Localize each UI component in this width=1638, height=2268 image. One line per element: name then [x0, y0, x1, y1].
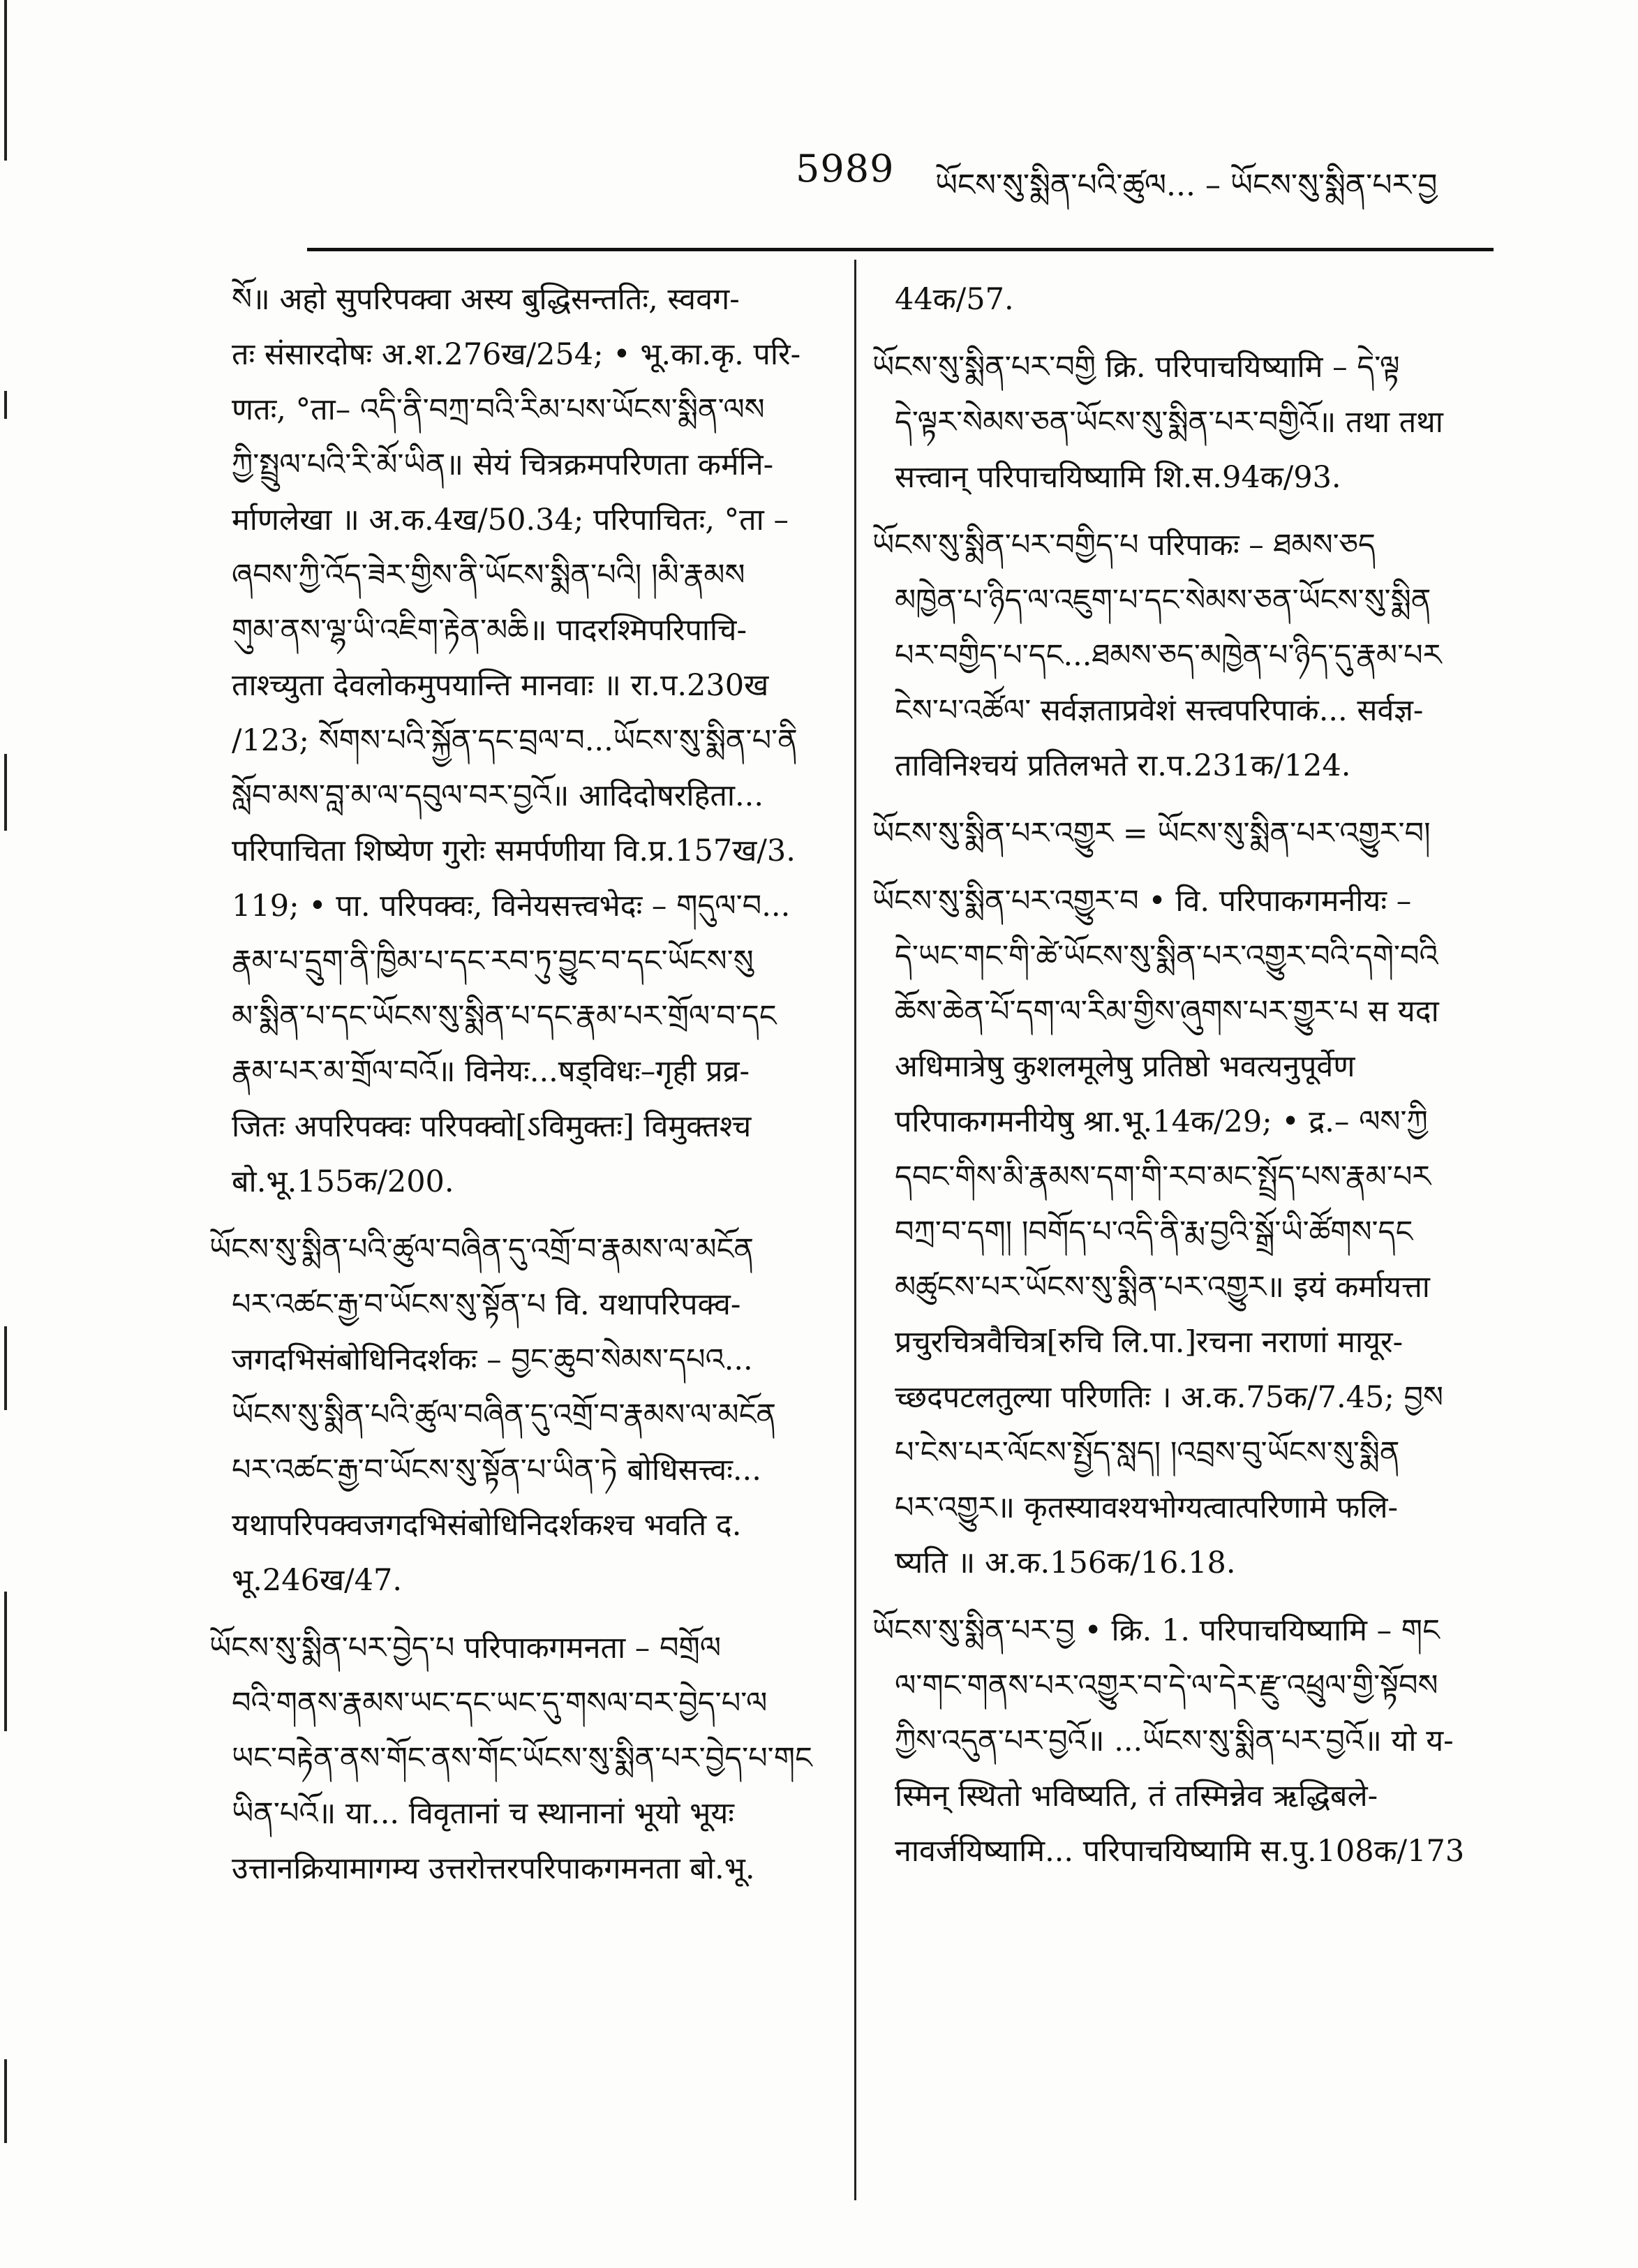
entry-headword-line: ཡོངས་སུ་སྨིན་པར་བྱེད་པ परिपाकगमनता – བགྲོལ	[209, 1631, 722, 1666]
entry-headword-line: ཡོངས་སུ་སྨིན་པར་བགྱི क्रि. परिपाचयिष्यामि – དེ་ལྟ	[872, 350, 1400, 385]
entry-line: དབང་གིས་མི་རྣམས་དག་གི་རབ་མང་སྤྲོད་པས་རྣམ་པར	[895, 1159, 1431, 1194]
entry-line: /123; སོགས་པའི་སྐྱོན་དང་བྲལ་བ...ཡོངས་སུ་སྨིན་པ་ནི	[232, 723, 798, 758]
header-rule	[307, 248, 1494, 251]
page-number: 5989	[796, 147, 895, 191]
entry-line: च्छदपटलतुल्या परिणतिः । अ.क.75क/7.45; བྱས	[895, 1380, 1444, 1415]
column-divider	[854, 260, 856, 2200]
entry-line: ཡང་བརྟེན་ནས་གོང་ནས་གོང་ཡོངས་སུ་སྨིན་པར་བྱེད་པ་གང	[232, 1741, 812, 1776]
entry-gap	[872, 505, 1494, 518]
entry-line: པ་ངེས་པར་ལོངས་སྤྱོད་སླད། །འབྲས་བུ་ཡོངས་སུ་སྨིན	[895, 1435, 1400, 1470]
entry-headword-line: ཡོངས་སུ་སྨིན་པར་བྱ • क्रि. 1. परिपाचयिष्यामि – གང	[872, 1613, 1440, 1648]
entry-gap	[872, 794, 1494, 806]
entry-line: ताश्च्युता देवलोकमुपयान्ति मानवाः ॥ रा.प.230ख	[232, 668, 769, 703]
entry-line: རྣམ་པ་དྲུག་ནི་ཁྱིམ་པ་དང་རབ་ཏུ་བྱུང་བ་དང་ཡོངས་སུ	[232, 944, 754, 979]
left-column	[209, 272, 824, 1897]
entry-line: 44क/57.	[895, 282, 1014, 317]
entry-gap	[872, 1591, 1494, 1603]
entry-headword-line: ཡོངས་སུ་སྨིན་པའི་ཚུལ་བཞིན་དུ་འགྲོ་བ་རྣམས་ལ་མངོན	[209, 1232, 754, 1267]
entry-line: भू.246ख/47.	[232, 1563, 403, 1598]
scan-edge-mark	[4, 391, 7, 419]
entry-line: 119; • पा. परिपक्वः, विनेयसत्त्वभेदः – གདུལ་བ...	[232, 889, 791, 924]
entry-line: बो.भू.155क/200.	[232, 1164, 454, 1199]
entry-line: མ་སྨིན་པ་དང་ཡོངས་སུ་སྨིན་པ་དང་རྣམ་པར་གྲོལ་བ་དང	[232, 999, 777, 1034]
scan-edge-mark	[4, 1592, 7, 1731]
entry-line: རྣམ་པར་མ་གྲོལ་བའོ॥ विनेयः...षड्विधः–गृही प्रव्र-	[232, 1054, 750, 1089]
entry-line: ཆོས་ཆེན་པོ་དག་ལ་རིམ་གྱིས་ཞུགས་པར་གྱུར་པ स यदा	[895, 994, 1439, 1029]
scan-edge-mark	[4, 1326, 7, 1410]
entry-line: ཀྱི་སྤྲུལ་པའི་རི་མོ་ཡིན॥ सेयं चित्रक्रमपरिणता कर्मनि-	[232, 447, 774, 482]
entry-line: जितः अपरिपक्वः परिपक्वो[ऽविमुक्तः] विमुक्तश्च	[232, 1109, 752, 1144]
entry-line: स्मिन् स्थितो भविष्यति, तं तस्मिन्नेव ऋद्धिबले-	[895, 1779, 1378, 1814]
entry-line: པར་འཚང་རྒྱ་བ་ཡོངས་སུ་སྟོན་པ वि. यथापरिपक्व-	[232, 1287, 741, 1322]
entry-headword-line: ཡོངས་སུ་སྨིན་པར་འགྱུར = ཡོངས་སུ་སྨིན་པར་འགྱུར་བ།	[872, 816, 1431, 851]
entry-gap	[209, 1210, 824, 1222]
entry-line: བཀྲ་བ་དག། །བགོད་པ་འདི་ནི་རྨ་བྱའི་སྒྲོ་ཡི་ཚོགས་དང	[895, 1215, 1413, 1250]
entry-line: བའི་གནས་རྣམས་ཡང་དང་ཡང་དུ་གསལ་བར་བྱེད་པ་ལ	[232, 1686, 768, 1721]
entry-line: ལ་གང་གནས་པར་འགྱུར་བ་དེ་ལ་དེར་རྫུ་འཕྲུལ་གྱི་སྟོབས	[895, 1668, 1438, 1703]
entry-line: अधिमात्रेषु कुशलमूलेषु प्रतिष्ठो भवत्यनुपूर्वेण	[895, 1049, 1355, 1084]
entry-line: परिपाकगमनीयेषु श्रा.भू.14क/29; • द्र.– ལས་ཀྱི	[895, 1104, 1428, 1139]
entry-gap	[872, 327, 1494, 340]
entry-line: མཁྱེན་པ་ཉིད་ལ་འཇུག་པ་དང་སེམས་ཅན་ཡོངས་སུ་སྨིན	[895, 583, 1431, 618]
entry-line: པར་འགྱུར॥ कृतस्यावश्यभोग्यत्वात्परिणामे फलि-	[895, 1490, 1399, 1525]
entry-line: उत्तानक्रियामागम्य उत्तरोत्तरपरिपाकगमनता बो.भू.	[232, 1851, 755, 1886]
entry-line: नावर्जयिष्यामि... परिपाचयिष्यामि स.पु.108क/173	[895, 1834, 1465, 1869]
scan-edge-mark	[4, 754, 7, 831]
entry-line: जगदभिसंबोधिनिदर्शकः – བྱང་ཆུབ་སེམས་དཔའ...	[232, 1342, 753, 1377]
entry-line: སོ॥ अहो सुपरिपक्वा अस्य बुद्धिसन्ततिः, स्ववग-	[232, 282, 740, 317]
scan-edge-mark	[4, 2059, 7, 2143]
entry-line: པར་བགྱིད་པ་དང...ཐམས་ཅད་མཁྱེན་པ་ཉིད་དུ་རྣམ་པར	[895, 638, 1442, 673]
entry-line: དེ་ཡང་གང་གི་ཚེ་ཡོངས་སུ་སྨིན་པར་འགྱུར་བའི་དགེ་བའི	[895, 939, 1438, 974]
entry-line: णतः, °ता– འདི་ནི་བཀྲ་བའི་རིམ་པས་ཡོངས་སྨིན་ལས	[232, 392, 765, 427]
entry-line: यथापरिपक्वजगदभिसंबोधिनिदर्शकश्च भवति द.	[232, 1508, 742, 1543]
running-head: ཡོངས་སུ་སྨིན་པའི་ཚུལ... – ཡོངས་སུ་སྨིན་པར་བྱ	[935, 168, 1438, 203]
entry-line: ष्यति ॥ अ.क.156क/16.18.	[895, 1546, 1236, 1580]
entry-headword-line: ཡོངས་སུ་སྨིན་པར་འགྱུར་བ • वि. परिपाकगमनीयः –	[872, 884, 1412, 919]
entry-line: མཚུངས་པར་ཡོངས་སུ་སྨིན་པར་འགྱུར॥ इयं कर्मायत्ता	[895, 1270, 1430, 1305]
scan-edge-mark	[4, 0, 7, 161]
entry-line: ཡོངས་སུ་སྨིན་པའི་ཚུལ་བཞིན་དུ་འགྲོ་བ་རྣམས་ལ་མངོན	[232, 1398, 777, 1432]
entry-line: र्माणलेखा ॥ अ.क.4ख/50.34; परिपाचितः, °ता –	[232, 503, 789, 538]
entry-gap	[209, 1608, 824, 1621]
entry-line: तः संसारदोषः अ.श.276ख/254; • भू.का.कृ. परि-	[232, 337, 801, 372]
entry-line: ताविनिश्चयं प्रतिलभते रा.प.231क/124.	[895, 748, 1351, 783]
entry-line: གུམ་ནས་ལྷ་ཡི་འཇིག་རྟེན་མཆི॥ पादरश्मिपरिपाचि-	[232, 613, 747, 648]
entry-line: ངེས་པ་འཚོལ་ सर्वज्ञताप्रवेशं सत्त्वपरिपाकं... सर्वज्ञ-	[895, 693, 1424, 728]
entry-line: པར་འཚང་རྒྱ་བ་ཡོངས་སུ་སྟོན་པ་ཡིན་ཏེ बोधिसत्त्वः...	[232, 1453, 761, 1488]
entry-line: ཞབས་ཀྱི་འོད་ཟེར་གྱིས་ནི་ཡོངས་སྨིན་པའི། །མི་རྣམས	[232, 558, 745, 593]
entry-line: परिपाचिता शिष्येण गुरोः समर्पणीया वि.प्र.157ख/3.	[232, 833, 796, 868]
entry-line: སློབ་མས་བླ་མ་ལ་དབུལ་བར་བྱའོ॥ आदिदोषरहिता...	[232, 778, 764, 813]
entry-line: सत्त्वान् परिपाचयिष्यामि शि.स.94क/93.	[895, 460, 1341, 495]
entry-headword-line: ཡོངས་སུ་སྨིན་པར་བགྱིད་པ परिपाकः – ཐམས་ཅད	[872, 528, 1376, 563]
page-header	[796, 147, 1507, 209]
entry-line: ཀྱིས་འདུན་པར་བྱའོ॥ ...ཡོངས་སུ་སྨིན་པར་བྱའོ॥ यो य-	[895, 1724, 1454, 1758]
entry-line: ཡིན་པའོ॥ या... विवृतानां च स्थानानां भूयो भूयः	[232, 1796, 734, 1831]
entry-line: དེ་ལྟར་སེམས་ཅན་ཡོངས་སུ་སྨིན་པར་བགྱིའོ॥ तथा तथा	[895, 405, 1443, 440]
entry-line: प्रचुरचित्रवैचित्र[रुचि लि.पा.]रचना नराणां मायूर-	[895, 1325, 1404, 1360]
right-column	[872, 272, 1494, 1879]
entry-gap	[872, 861, 1494, 874]
